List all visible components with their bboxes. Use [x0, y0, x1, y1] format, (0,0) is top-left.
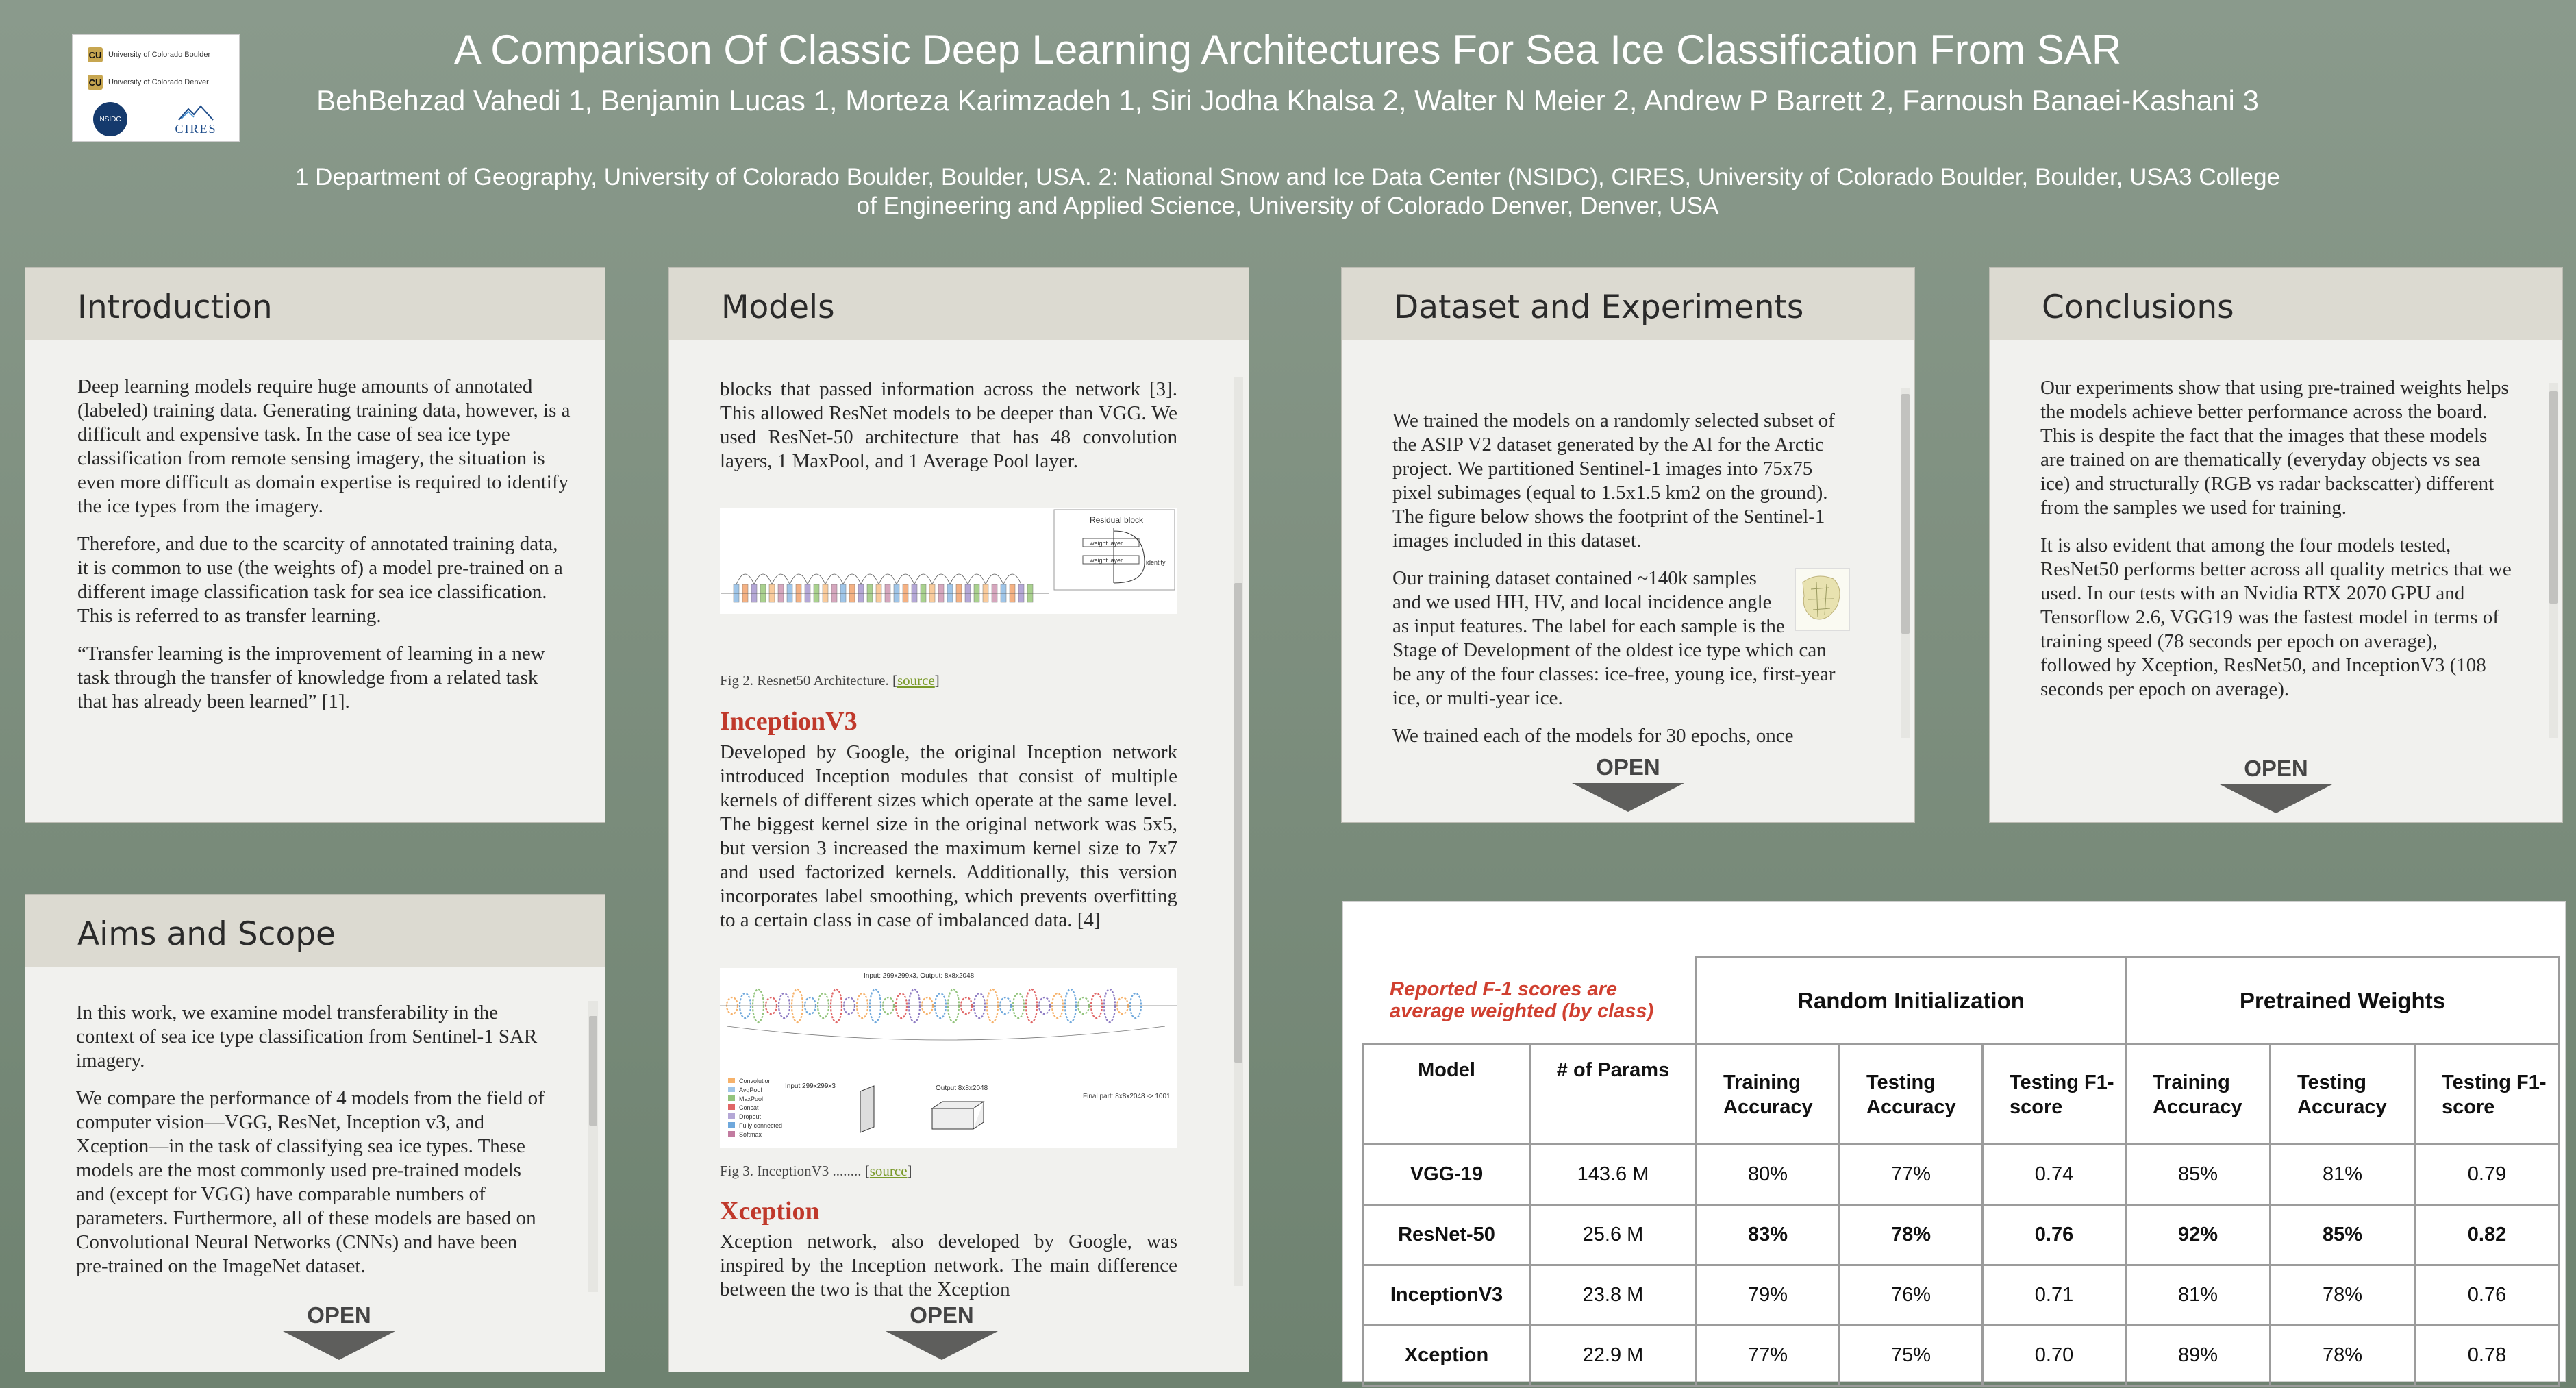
dataset-paragraph: Our training dataset contained ~140k samples and we used HH, HV, and local incidence angle as input features. The label for each sample is the Stage of Development of the oldest ice type which can be any of the four classes: ice-free, young ice, first-year ice, or multi-year ice. [1392, 567, 1836, 709]
table-row: VGG-19 143.6 M 80% 77% 0.74 85% 81% 0.79 [1364, 1145, 2560, 1205]
nsidc-logo: NSIDC [93, 102, 127, 136]
table-row: Xception 22.9 M 77% 75% 0.70 89% 78% 0.78 [1364, 1326, 2560, 1386]
fig2-caption: Fig 2. Resnet50 Architecture. [source] [720, 672, 940, 689]
poster-title: A Comparison Of Classic Deep Learning Architectures For Sea Ice Classification From SAR [453, 27, 2122, 73]
inceptionv3-figure [720, 968, 1177, 1148]
svg-text:Input 299x299x3: Input 299x299x3 [785, 1082, 836, 1090]
model-col-header: Model [1364, 1045, 1530, 1145]
aims-paragraph: In this work, we examine model transferability in the context of sea ice type classification from Sentinel-1 SAR imagery. [76, 1002, 538, 1071]
conclusions-open-button[interactable]: OPEN [2208, 756, 2344, 813]
panel-title: Conclusions [2042, 288, 2234, 326]
test-acc-header: Testing Accuracy [1840, 1045, 1983, 1145]
panel-header [669, 268, 1249, 340]
aims-paragraph: We compare the performance of 4 models from the field of computer vision—VGG, ResNet, Inception v3, and Xception—in the task of classifying sea ice types. These models are the most commonly used pre-trained models and (except for VGG) have comparable numbers of parameters. Furthermore, all of these models are based on Convolutional Neural Networks (CNNs) and have been pre-trained on the ImageNet dataset. [76, 1087, 545, 1277]
svg-text:Fully connected: Fully connected [739, 1122, 783, 1129]
intro-paragraph: “Transfer learning is the improvement of learning in a new task through the transfer of knowledge from a related task that has already been learned” [1]. [77, 643, 545, 712]
dataset-paragraph: We trained each of the models for 30 epochs, once [1392, 725, 1794, 747]
aims-panel [25, 894, 605, 1372]
cu-denver-logo: CU University of Colorado Denver [88, 75, 209, 90]
resnet-text: blocks that passed information across the network [3]. This allowed ResNet models to be deeper than VGG. We used ResNet-50 architecture that has 48 convolution layers, 1 MaxPool, and 1 Average Pool layer. [720, 378, 1177, 472]
panel-title: Aims and Scope [77, 915, 336, 953]
random-init-header: Random Initialization [1697, 958, 2126, 1045]
svg-text:weight layer: weight layer [1090, 557, 1123, 564]
aims-scrollbar[interactable] [588, 1001, 598, 1292]
mountain-icon [179, 105, 213, 121]
svg-text:Convolution: Convolution [739, 1078, 772, 1085]
panel-title: Models [721, 288, 835, 326]
fig3-source-link[interactable]: source [869, 1163, 908, 1179]
poster-authors: BehBehzad Vahedi 1, Benjamin Lucas 1, Morteza Karimzadeh 1, Siri Jodha Khalsa 2, Walter N Meier 2, Andrew P Barrett 2, Farnoush Banaei-Kashani 3 [316, 84, 2259, 116]
aims-open-button[interactable]: OPEN [271, 1302, 408, 1360]
down-arrow-icon [1572, 783, 1684, 812]
xception-heading: Xception [720, 1197, 820, 1226]
svg-text:weight layer: weight layer [1090, 540, 1123, 547]
models-panel [668, 267, 1249, 1372]
intro-paragraph: Deep learning models require huge amounts of annotated (labeled) training data. Generating training data, however, is a difficult and expensive task. In the case of sea ice type classification from remote sensing imagery, the situation is even more difficult as domain expertise is required to identify the ice types from the imagery. [77, 375, 571, 517]
svg-text:AvgPool: AvgPool [739, 1087, 762, 1093]
inceptionv3-heading: InceptionV3 [720, 707, 858, 736]
conclusions-scrollbar[interactable] [2549, 383, 2558, 738]
resnet-figure [720, 508, 1177, 614]
down-arrow-icon [886, 1331, 998, 1360]
footprint-map-image [1795, 568, 1850, 631]
logo-panel [72, 34, 240, 142]
panel-header [25, 268, 605, 340]
panel-header [25, 895, 605, 967]
conclusions-panel [1989, 267, 2563, 823]
f1-note: Reported F-1 scores are average weighted (by class) [1390, 978, 1654, 1022]
dataset-paragraph: We trained the models on a randomly selected subset of the ASIP V2 dataset generated by the AI for the Arctic project. We partitioned Sentinel-1 images into 75x75 pixel subimages (equal to 1.5x1.5 km2 on the ground). The figure below shows the footprint of the Sentinel-1 images included in this dataset. [1392, 410, 1835, 552]
fig2-source-link[interactable]: source [897, 672, 935, 689]
cu-icon: CU [88, 75, 103, 90]
dataset-panel [1341, 267, 1915, 823]
svg-text:Softmax: Softmax [739, 1131, 762, 1138]
conclusions-body [2040, 376, 2513, 738]
svg-text:Output 8x8x2048: Output 8x8x2048 [936, 1085, 988, 1092]
poster-affiliations: 1 Department of Geography, University of Colorado Boulder, Boulder, USA. 2: National Snow and Ice Data Center (NSIDC), CIRES, University of Colorado Boulder, Boulder, USA3 College of Engineering and Applied Science, University of Colorado Denver, Denver, USA [295, 164, 2280, 219]
svg-text:Input: 299x299x3, Output: 8x8x: Input: 299x299x3, Output: 8x8x2048 [864, 972, 975, 980]
table-row: InceptionV3 23.8 M 79% 76% 0.71 81% 78% 0.76 [1364, 1265, 2560, 1326]
down-arrow-icon [2220, 784, 2332, 813]
panel-title: Introduction [77, 288, 273, 326]
test-f1-header: Testing F1-score [1983, 1045, 2126, 1145]
train-acc-header: Training Accuracy [1697, 1045, 1840, 1145]
dataset-open-button[interactable]: OPEN [1560, 754, 1697, 812]
cires-logo: CIRES [165, 102, 227, 136]
intro-paragraph: Therefore, and due to the scarcity of annotated training data, it is common to use (the weights of) a model pre-trained on a different image classification task for sea ice classification. This is referred to as transfer learning. [77, 533, 563, 627]
down-arrow-icon [283, 1331, 395, 1360]
cu-icon: CU [88, 47, 103, 62]
conclusions-paragraph: It is also evident that among the four models tested, ResNet50 performs better across all quality metrics that we used. In our tests with an Nvidia RTX 2070 GPU and Tensorflow 2.6, VGG19 was the fastest model in terms of training speed (78 seconds per epoch on average), followed by Xception, ResNet50, and InceptionV3 (108 seconds per epoch on average). [2040, 534, 2512, 700]
dataset-scrollbar[interactable] [1901, 388, 1910, 738]
params-col-header: # of Params [1530, 1045, 1697, 1145]
test-f1-header: Testing F1-score [2415, 1045, 2560, 1145]
test-acc-header: Testing Accuracy [2271, 1045, 2415, 1145]
svg-text:MaxPool: MaxPool [739, 1095, 764, 1102]
svg-text:Dropout: Dropout [739, 1113, 762, 1120]
train-acc-header: Training Accuracy [2126, 1045, 2271, 1145]
panel-header [1990, 268, 2562, 340]
inception-text: Developed by Google, the original Inception network introduced Inception modules that consist of multiple kernels of different sizes which operate at the same level. The biggest kernel size in the original network was 5x5, but version 3 increased the maximum kernel size to 7x7 and used factorized kernels. Additionally, this version incorporates label smoothing, which prevents overfitting to a certain class in case of imbalanced data. [4] [720, 741, 1177, 931]
svg-text:Residual block: Residual block [1090, 515, 1144, 525]
dataset-body [1392, 409, 1850, 747]
svg-text:Concat: Concat [739, 1104, 759, 1111]
svg-text:identity: identity [1146, 559, 1166, 566]
xception-text: Xception network, also developed by Google, was inspired by the Inception network. The main difference between the two is that the Xception [720, 1230, 1177, 1300]
introduction-body [77, 375, 571, 800]
fig3-caption: Fig 3. InceptionV3 ........ [source] [720, 1163, 912, 1179]
pretrained-header: Pretrained Weights [2126, 958, 2560, 1045]
aims-body [76, 1001, 549, 1292]
panel-header [1342, 268, 1914, 340]
conclusions-paragraph: Our experiments show that using pre-trained weights helps the models achieve better performance across the board. This is despite the fact that the images that these models are trained on are thematically (everyday objects vs sea ice) and structurally (RGB vs radar backscatter) different from the samples we used for training. [2040, 377, 2509, 519]
panel-title: Dataset and Experiments [1394, 288, 1804, 326]
results-table [1362, 956, 2560, 1387]
table-row: ResNet-50 25.6 M 83% 78% 0.76 92% 85% 0.82 [1364, 1205, 2560, 1265]
introduction-panel [25, 267, 605, 823]
models-open-button[interactable]: OPEN [873, 1302, 1010, 1360]
cu-boulder-logo: CU University of Colorado Boulder [88, 47, 210, 62]
svg-text:Final part: 8x8x2048 -> 1001: Final part: 8x8x2048 -> 1001 [1083, 1093, 1171, 1100]
models-scrollbar[interactable] [1234, 377, 1243, 1286]
results-table-panel [1342, 901, 2566, 1382]
